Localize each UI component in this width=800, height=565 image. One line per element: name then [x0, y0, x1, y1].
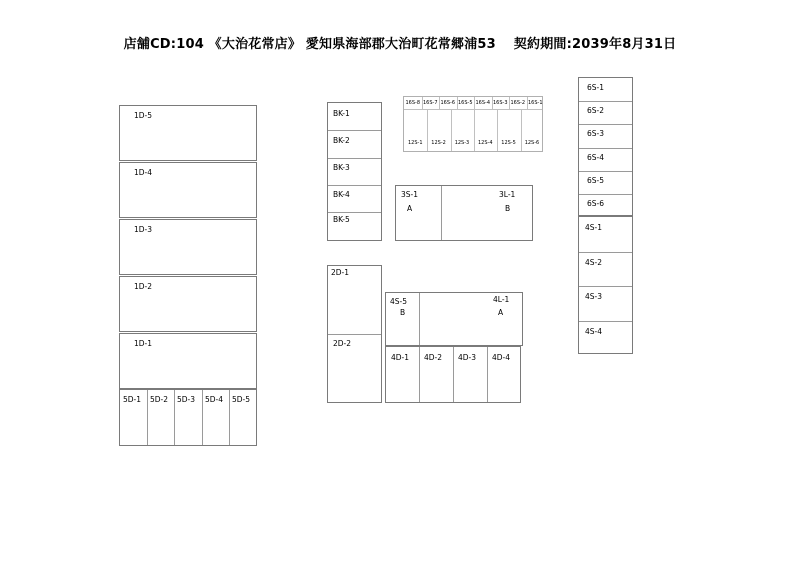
unit-4l-1-label[interactable]: 4L-1 — [493, 295, 510, 304]
unit-16s-label[interactable]: 16S-1 — [528, 100, 543, 106]
unit-6s-label[interactable]: 6S-3 — [587, 129, 605, 139]
unit-4l-1-sub: A — [498, 308, 504, 317]
unit-12s-label[interactable]: 12S-2 — [431, 140, 446, 146]
unit-12s-label[interactable]: 12S-1 — [408, 140, 423, 146]
unit-block-1d — [119, 333, 257, 389]
grid-divider — [579, 148, 632, 149]
unit-2d-1-label[interactable]: 2D-1 — [331, 268, 350, 277]
unit-1d-label[interactable]: 1D-2 — [134, 282, 153, 291]
unit-6s-label[interactable]: 6S-5 — [587, 175, 605, 185]
unit-5d-2-label[interactable]: 5D-2 — [150, 395, 169, 404]
grid-divider — [579, 194, 632, 195]
unit-block-2d — [327, 265, 382, 403]
unit-6s-label[interactable]: 6S-6 — [587, 198, 605, 208]
unit-12s-label[interactable]: 12S-6 — [524, 140, 540, 146]
unit-16s-label[interactable]: 16S-3 — [493, 100, 508, 106]
unit-block-1d — [119, 105, 257, 161]
unit-1d-label[interactable]: 1D-4 — [134, 168, 153, 177]
unit-block-1d — [119, 162, 257, 218]
unit-bk-4-label[interactable]: BK-4 — [333, 190, 350, 199]
unit-16s-label[interactable]: 16S-2 — [510, 100, 526, 106]
grid-divider — [579, 124, 632, 125]
unit-4s-label[interactable]: 4S-1 — [585, 223, 603, 232]
unit-2d-2-label[interactable]: 2D-2 — [333, 339, 352, 348]
unit-12s-label[interactable]: 12S-4 — [478, 140, 493, 146]
unit-16s-label[interactable]: 16S-5 — [458, 100, 473, 106]
unit-16s-label[interactable]: 16S-7 — [423, 100, 438, 106]
grid-divider — [579, 252, 632, 253]
grid-divider — [579, 321, 632, 322]
unit-6s-label[interactable]: 6S-1 — [587, 83, 605, 92]
unit-5d-5-label[interactable]: 5D-5 — [232, 395, 251, 404]
unit-6s-label[interactable]: 6S-4 — [587, 152, 605, 162]
unit-3s-1-sub: A — [407, 204, 413, 213]
unit-4d-3-label[interactable]: 4D-3 — [458, 353, 477, 362]
unit-16s-label[interactable]: 16S-8 — [405, 100, 421, 106]
grid-divider — [474, 109, 475, 151]
unit-4s-label[interactable]: 4S-3 — [585, 292, 603, 301]
unit-4s-label[interactable]: 4S-2 — [585, 257, 603, 267]
grid-divider — [427, 109, 428, 151]
unit-12s-label[interactable]: 12S-3 — [454, 140, 470, 146]
unit-4s-5-label[interactable]: 4S-5 — [390, 297, 408, 306]
unit-block-1d — [119, 219, 257, 275]
unit-12s-label[interactable]: 12S-5 — [501, 140, 516, 146]
unit-5d-1-label[interactable]: 5D-1 — [123, 395, 142, 404]
unit-bk-3-label[interactable]: BK-3 — [333, 163, 350, 172]
page-title: 店舗CD:104 《大治花常店》 愛知県海部郡大治町花常郷浦53 契約期間:2039年8月31日 — [123, 37, 677, 52]
grid-divider — [579, 171, 632, 172]
unit-16s-label[interactable]: 16S-6 — [440, 100, 456, 106]
unit-4d-2-label[interactable]: 4D-2 — [424, 353, 443, 362]
unit-bk-5-label[interactable]: BK-5 — [333, 215, 350, 224]
unit-block-3 — [395, 185, 533, 241]
unit-4d-4-label[interactable]: 4D-4 — [492, 353, 511, 362]
unit-bk-1-label[interactable]: BK-1 — [333, 109, 350, 118]
unit-block-small — [403, 96, 543, 152]
grid-divider — [451, 109, 452, 151]
unit-block-4s — [578, 216, 633, 354]
grid-divider — [521, 109, 522, 151]
unit-1d-label[interactable]: 1D-5 — [134, 111, 153, 120]
unit-block-1d — [119, 276, 257, 332]
unit-block-bk — [327, 102, 382, 241]
unit-block-4 — [385, 292, 523, 346]
unit-5d-4-label[interactable]: 5D-4 — [205, 395, 224, 404]
unit-4s-label[interactable]: 4S-4 — [585, 326, 603, 336]
unit-block-5d — [119, 389, 257, 446]
unit-16s-label[interactable]: 16S-4 — [475, 100, 491, 106]
unit-3l-1-label[interactable]: 3L-1 — [499, 190, 516, 199]
grid-divider — [579, 101, 632, 102]
unit-3s-1-label[interactable]: 3S-1 — [401, 190, 419, 199]
unit-bk-2-label[interactable]: BK-2 — [333, 136, 350, 145]
grid-divider — [497, 109, 498, 151]
unit-block-6s — [578, 77, 633, 216]
grid-divider — [579, 286, 632, 287]
unit-4d-1-label[interactable]: 4D-1 — [391, 353, 410, 362]
unit-1d-label[interactable]: 1D-3 — [134, 225, 153, 234]
unit-3l-1-sub: B — [505, 204, 511, 213]
unit-1d-label[interactable]: 1D-1 — [134, 339, 153, 348]
unit-6s-label[interactable]: 6S-2 — [587, 106, 605, 116]
unit-5d-3-label[interactable]: 5D-3 — [177, 395, 196, 404]
unit-4s-5-sub: B — [400, 308, 406, 317]
unit-block-4d — [385, 346, 521, 403]
